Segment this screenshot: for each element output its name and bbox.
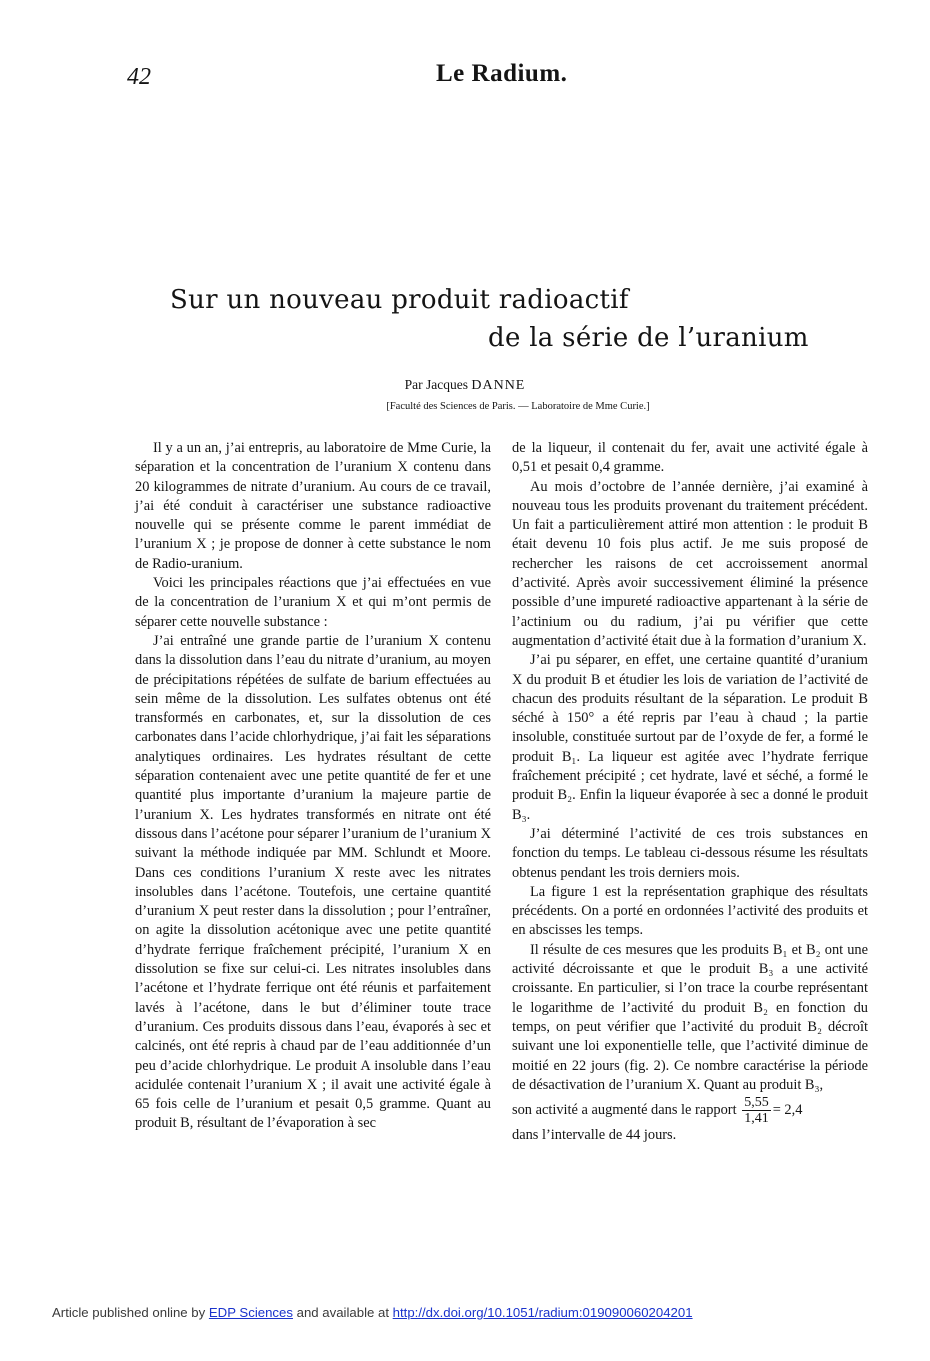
paragraph: J’ai pu séparer, en effet, une certaine quantité d’uranium X du produit B et étudier les lois de variation de l’activité de chacun des produits résultant de la séparation. Le produit B séché à 150° a été repris par l’eau à chaud ; la partie insoluble, constituée surtout par de l’oxyde de fer, a formé le produit B₁. La liqueur est agitée avec l’hydrate ferrique fraîchement précipité ; cet hydrate, lavé et séché, a formé le produit B₂. Enfin la liqueur évaporée à sec a donné le produit B₃. — [512, 652, 868, 823]
journal-title: Le Radium. — [436, 60, 568, 87]
right-column — [512, 439, 868, 1145]
author-line — [0, 377, 930, 394]
paragraph: Voici les principales réactions que j’ai effectuées en vue de la concentration de l’uranium X et qui m’ont permis de séparer cette nouvelle substance : — [135, 575, 491, 630]
author-name: DANNE — [471, 378, 526, 393]
author-prefix: Par Jacques — [404, 377, 472, 392]
formula-lead: son activité a augmenté dans le rapport — [512, 1101, 737, 1118]
paragraph: J’ai entraîné une grande partie de l’uranium X contenu dans la dissolution dans l’eau du nitrate d’uranium, au moyen de précipitations répétées de sulfate de barium effectuées au sein même de la dissolution. Les sulfates obtenus ont été transformés en carbonates, et, sur la dissolution de ces carbonates dans l’acide chlorhydrique, j’ai fait les séparations analytiques ordinaires. Les hydrates résultant de cette séparation contenaient avec une petite quantité de fer et une quantité plus importante d’uranium la majeure partie de l’uranium X. Les hydrates transformés en nitrate ont été dissous dans l’acétone pour séparer l’uranium de l’uranium X suivant la méthode indiquée par MM. Schlundt et Moore. Dans ces conditions l’uranium X reste avec les nitrates insolubles dans l’acétone. Toutefois, une certaine quantité d’uranium X peut rester dans la dissolution ; pour l’entraîner, on agite la dissolution acétonique avec une petite quantité d’hydrate ferrique fraîchement précipité, l’uranium X en dissolution se fixe sur celui-ci. Les nitrates insolubles dans l’acétone et l’hydrate ferrique ont été réunis et parfaitement lavés à l’acétone, dans le but d’éliminer toute trace d’uranium. Ces produits dissous dans l’eau, évaporés à sec et calcinés, ont été repris à chaud par de l’eau additionnée d’un peu d’acide chlorhydrique. Le produit A insoluble dans l’eau acidulée contenait l’uranium X ; il avait une activité égale à 65 fois celle de l’uranium et pesait 0,5 gramme. Quant au produit B, résultant de l’évaporation à sec — [135, 632, 491, 1132]
paragraph: Au mois d’octobre de l’année dernière, j’ai examiné à nouveau tous les produits provenant du traitement précédent. Un fait a particulièrement attiré mon attention : le produit B était devenu 10 fois plus actif. Je me suis proposé de rechercher les raisons de cet accroissement anormal d’activité. Après avoir successivement éliminé la présence possible d’une impureté radioactive appartenant à la série de l’actinium ou du radium, j’ai pu vérifier que cette augmentation d’activité était due à la formation d’uranium X. — [512, 478, 868, 649]
footer-prefix: Article published online by — [52, 1305, 209, 1320]
ratio-fraction — [742, 1095, 771, 1126]
formula-result: = 2,4 — [772, 1101, 803, 1118]
paragraph: La figure 1 est la représentation graphique des résultats précédents. On a porté en ordonnées l’activité des produits et en abscisses les temps. — [512, 883, 868, 939]
formula-line — [512, 1095, 868, 1126]
paragraph: Il résulte de ces mesures que les produits B₁ et B₂ ont une activité décroissante et que le produit B₃ a une activité croissante. En particulier, si l’on trace la courbe représentant le logarithme de l’activité du produit B₂ en fonction du temps, on peut vérifier que l’activité du produit B₂ décroît suivant une loi exponentielle telle, que l’activité diminue de moitié en 22 jours (fig. 2). Ce nombre caractérise la période de désactivation de l’uranium X. Quant au produit B₃, — [512, 941, 868, 1093]
page-number: 42 — [127, 64, 151, 90]
fraction-denominator: 1,41 — [744, 1111, 769, 1127]
article-title-line-1: Sur un nouveau produit radioactif — [170, 285, 629, 315]
paragraph: Il y a un an, j’ai entrepris, au laboratoire de Mme Curie, la séparation et la concentration de l’uranium X contenu dans 20 kilogrammes de nitrate d’uranium. Au cours de ce travail, j’ai été conduit à caractériser une substance radioactive nouvelle qui se présente comme le parent immédiat de l’uranium X ; je propose de donner à cette substance le nom de Radio-uranium. — [135, 440, 491, 572]
article-title-line-2: de la série de l’uranium — [488, 323, 809, 353]
formula-tail: dans l’intervalle de 44 jours. — [512, 1127, 677, 1144]
author-affiliation: [Faculté des Sciences de Paris. — Laboratoire de Mme Curie.] — [386, 401, 650, 412]
paragraph: de la liqueur, il contenait du fer, avait une activité égale à 0,51 et pesait 0,4 gramme. — [512, 440, 868, 476]
fraction-numerator: 5,55 — [744, 1095, 769, 1111]
left-column — [135, 439, 491, 1134]
footer-middle: and available at — [292, 1305, 393, 1320]
publisher-link[interactable]: EDP Sciences — [208, 1305, 293, 1320]
doi-link[interactable]: http://dx.doi.org/10.1051/radium:019090060204201 — [392, 1305, 693, 1320]
running-header — [0, 58, 930, 98]
publication-footer — [52, 1305, 693, 1320]
paragraph: J’ai déterminé l’activité de ces trois substances en fonction du temps. Le tableau ci-dessous résume les résultats obtenus pendant les trois derniers mois. — [512, 825, 868, 881]
